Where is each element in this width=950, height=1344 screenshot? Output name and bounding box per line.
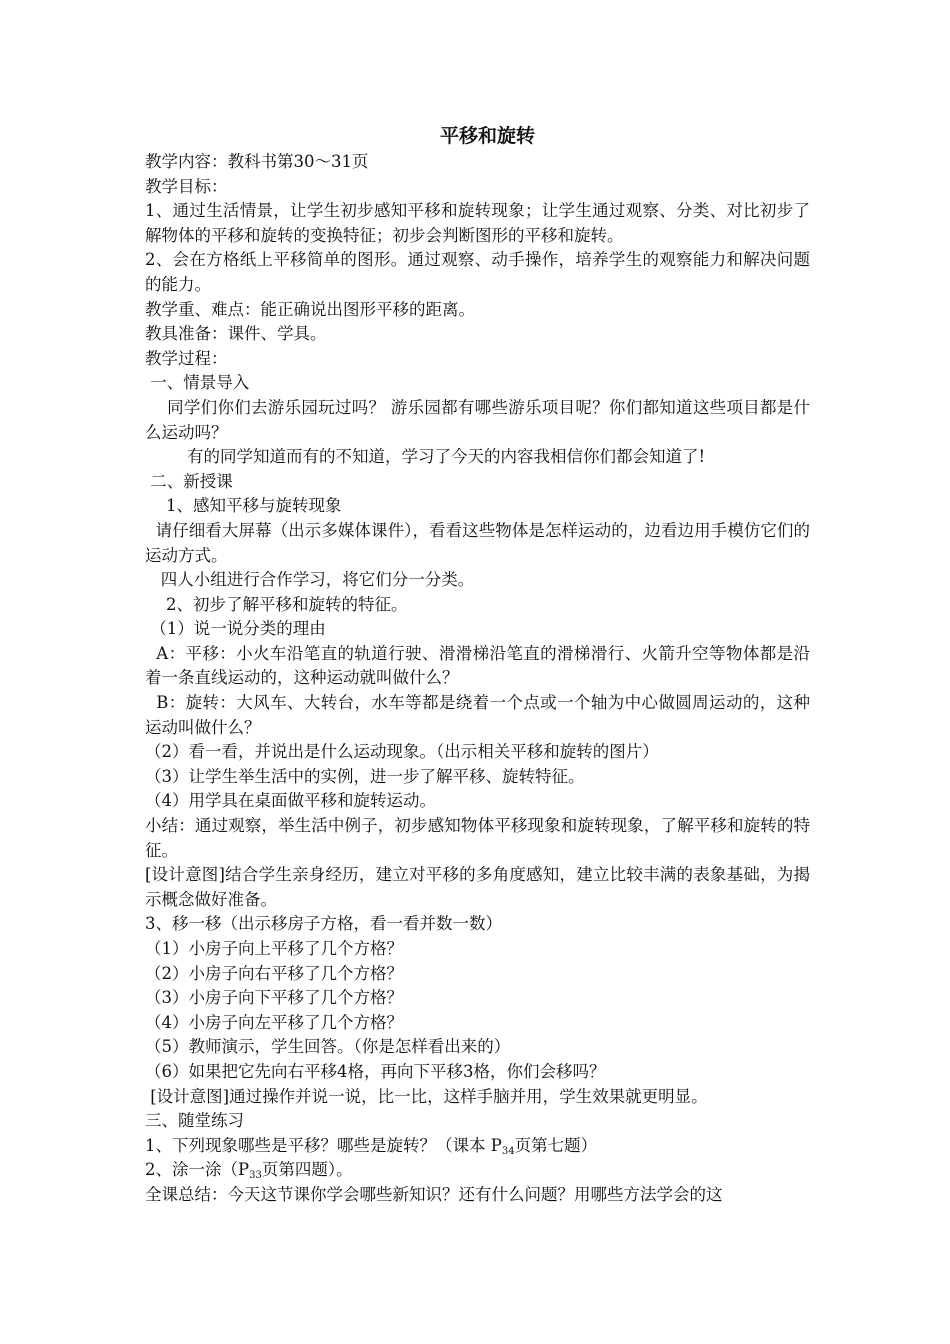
exercise-1-text: 1、下列现象哪些是平移？哪些是旋转？（课本 P	[145, 1135, 502, 1155]
paragraph: （5）教师演示，学生回答。（你是怎样看出来的）	[145, 1037, 511, 1057]
paragraph: 教学过程：	[145, 348, 228, 368]
paragraph: （2）看一看，并说出是什么运动现象。（出示相关平移和旋转的图片）	[145, 742, 659, 762]
paragraph: 四人小组进行合作学习，将它们分一分类。	[145, 570, 475, 590]
exercise-1-page-subscript: 34	[501, 1145, 515, 1157]
paragraph: 1、通过生活情景，让学生初步感知平移和旋转现象；让学生通过观察、分类、对比初步了解物体的平移和旋转的变换特征；初步会判断图形的平移和旋转。	[145, 201, 810, 245]
paragraph: 教学内容：教科书第30～31页	[145, 152, 369, 171]
paragraph: （4）小房子向左平移了几个方格？	[145, 1012, 403, 1032]
document-body	[145, 150, 810, 1134]
lesson-summary: 全课总结：今天这节课你学会哪些新知识？还有什么问题？用哪些方法学会的这	[145, 1184, 723, 1204]
paragraph: [设计意图]结合学生亲身经历，建立对平移的多角度感知，建立比较丰满的表象基础，为揭示概念做好准备。	[145, 865, 810, 909]
paragraph: （3）小房子向下平移了几个方格？	[145, 988, 403, 1008]
exercise-2-page-subscript: 33	[249, 1170, 262, 1182]
paragraph: B：旋转：大风车、大转台，水车等都是绕着一个点或一个轴为中心做圆周运动的，这种运动叫做什么？	[145, 693, 810, 737]
paragraph: A：平移：小火车沿笔直的轨道行驶、滑滑梯沿笔直的滑梯滑行、火箭升空等物体都是沿着一条直线运动的，这种运动就叫做什么？	[145, 643, 810, 688]
paragraph: （1）说一说分类的理由	[145, 619, 326, 639]
exercise-1-text-end: 页第七题）	[514, 1135, 598, 1155]
paragraph: 二、新授课	[145, 471, 233, 491]
exercise-2	[145, 1158, 810, 1183]
paragraph: 教具准备：课件、学具。	[145, 324, 327, 344]
paragraph: 有的同学知道而有的不知道，学习了今天的内容我相信你们都会知道了!	[145, 447, 706, 467]
paragraph: 2、初步了解平移和旋转的特征。	[145, 594, 408, 614]
document-page	[145, 122, 810, 1208]
paragraph: （1）小房子向上平移了几个方格？	[145, 939, 403, 958]
document-title: 平移和旋转	[439, 125, 535, 147]
paragraph: （2）小房子向右平移了几个方格？	[145, 963, 403, 983]
paragraph: （6）如果把它先向右平移4格，再向下平移3格，你们会移吗？	[145, 1061, 606, 1081]
paragraph: 2、会在方格纸上平移简单的图形。通过观察、动手操作，培养学生的观察能力和解决问题的能力。	[145, 250, 810, 294]
paragraph: 教学目标：	[145, 176, 228, 196]
paragraph: 请仔细看大屏幕（出示多媒体课件），看看这些物体是怎样运动的，边看边用手模仿它们的运动方式。	[145, 520, 810, 565]
exercise-2-text-end: 页第四题）。	[261, 1160, 353, 1180]
paragraph: （3）让学生举生活中的实例，进一步了解平移、旋转特征。	[145, 766, 585, 786]
paragraph: 教学重、难点：能正确说出图形平移的距离。	[145, 299, 475, 319]
paragraph: 一、情景导入	[145, 373, 250, 393]
paragraph: [设计意图]通过操作并说一说，比一比，这样手脑并用，学生效果就更明显。	[145, 1086, 708, 1106]
exercise-1	[145, 1134, 810, 1159]
paragraph: 小结：通过观察，举生活中例子，初步感知物体平移现象和旋转现象，了解平移和旋转的特征。	[145, 816, 810, 860]
paragraph: 三、随堂练习	[145, 1111, 244, 1131]
paragraph: 3、移一移（出示移房子方格，看一看并数一数）	[145, 914, 502, 934]
paragraph: 同学们你们去游乐园玩过吗？ 游乐园都有哪些游乐项目呢？你们都知道这些项目都是什么运动吗？	[145, 397, 810, 442]
paragraph: 1、感知平移与旋转现象	[145, 496, 342, 516]
paragraph: （4）用学具在桌面做平移和旋转运动。	[145, 791, 436, 811]
exercise-2-text: 2、涂一涂（P	[145, 1160, 250, 1180]
